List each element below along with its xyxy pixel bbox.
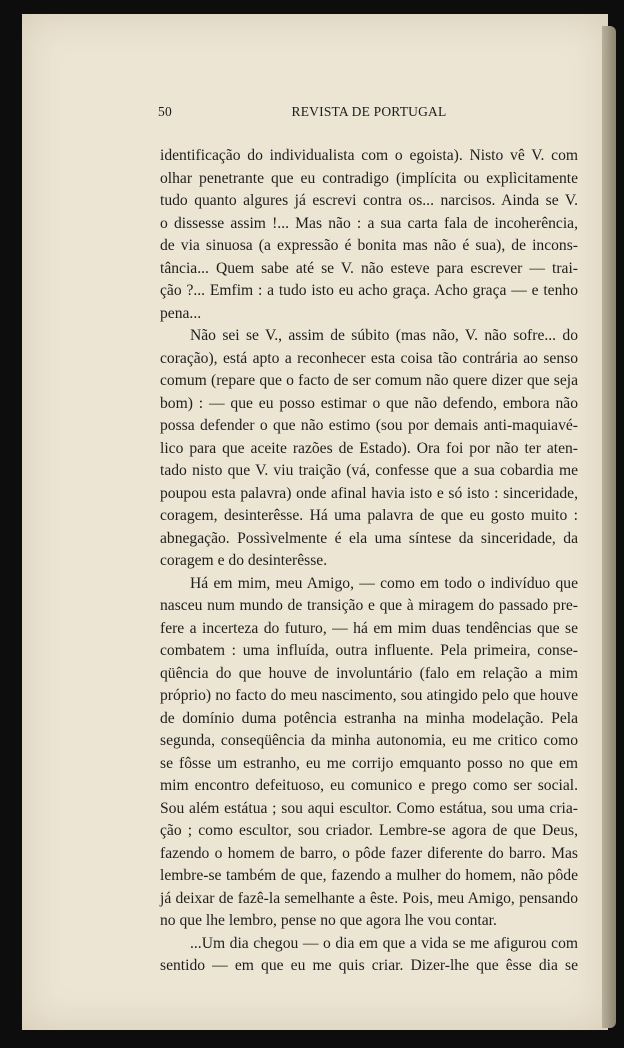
text-line: de via sinuosa (a expressão é bonita mas não é sua), de incons- <box>160 237 578 254</box>
text-line: poupou esta palavra) onde afinal havia isto e só isto : sinceridade, <box>160 484 578 502</box>
text-line: no que lhe lembro, pense no que agora lhe vou contar. <box>160 912 497 929</box>
text-line: bom) : — que eu posso estimar o que não defendo, embora não <box>160 394 578 412</box>
text-line: tado nisto que V. viu traição (vá, confesse que a sua cobardia me <box>160 462 578 479</box>
text-line: abnegação. Possìvelmente é ela uma síntese da sinceridade, da <box>160 529 578 547</box>
running-header <box>158 104 580 126</box>
text-line: de domínio duma potência estranha na minha modelação. Pela <box>160 709 578 727</box>
text-line: ...Um dia chegou — o dia em que a vida se me afigurou com <box>190 934 578 952</box>
text-line: segunda, conseqüência da minha autonomia, eu me critico como <box>160 732 578 749</box>
text-line: lico para que aceite razões de Estado). Ora foi por não ter aten- <box>160 439 578 457</box>
body-text <box>160 145 578 978</box>
text-line: possa defender o que não estimo (sou por demais anti-maquiavé- <box>160 417 578 434</box>
text-line: Há em mim, meu Amigo, — como em todo o indivíduo que <box>190 574 578 592</box>
text-line: comum (repare que o facto de ser comum não quere dizer que seja <box>160 372 578 389</box>
text-line: coragem, desinterêsse. Há uma palavra de que eu gosto muito : <box>160 507 578 524</box>
paragraph <box>160 573 578 933</box>
text-line: fazendo o homem de barro, o pôde fazer diferente do barro. Mas <box>160 844 578 862</box>
text-line: o dissesse assim !... Mas não : a sua carta fala de incoherência, <box>160 214 578 232</box>
text-line: tudo quanto algures já escrevi contra os... narcisos. Ainda se V. <box>160 192 578 209</box>
text-line: mim encontro defeituoso, eu comunico e prego como ser social. <box>160 777 578 794</box>
page-number: 50 <box>158 104 172 119</box>
page-edge <box>602 26 616 1028</box>
running-title: REVISTA DE PORTUGAL <box>291 104 447 119</box>
text-line: nasceu num mundo de transição e que à miragem do passado pre- <box>160 597 578 614</box>
paragraph <box>160 145 578 325</box>
text-line: qüência do que houve de involuntário (falo em relação a mim <box>160 664 578 682</box>
text-line: lembre-se também de que, fazendo a mulher do homem, não pôde <box>160 867 578 884</box>
text-line: Sou além estátua ; sou aqui escultor. Como estátua, sou uma cria- <box>160 799 578 817</box>
text-line: coragem e do desinterêsse. <box>160 552 328 569</box>
text-line: já deixar de fazê-la semelhante a êste. Pois, meu Amigo, pensando <box>160 889 578 907</box>
text-line: coração), está apto a reconhecer esta coisa tão contrária ao senso <box>160 349 578 367</box>
paragraph <box>160 933 578 978</box>
text-line: olhar penetrante que eu contradigo (implícita ou explìcitamente <box>160 169 578 187</box>
text-line: identificação do individualista com o egoista). Nisto vê V. com <box>160 147 578 164</box>
text-line: sentido — em que eu me quis criar. Dizer-lhe que êsse dia se <box>160 957 578 974</box>
paragraph <box>160 325 578 573</box>
text-line: fere a incerteza do futuro, — há em mim duas tendências que se <box>160 619 578 637</box>
text-line: se fôsse um estranho, eu me corrijo emquanto posso no que em <box>160 754 578 772</box>
text-line: próprio) no facto do meu nascimento, sou atingido pelo que houve <box>160 687 578 704</box>
text-line: ção ?... Emfim : a tudo isto eu acho graça. Acho graça — e tenho <box>160 282 578 299</box>
text-line: combatem : uma influída, outra influente. Pela primeira, conse- <box>160 642 578 659</box>
text-line: pena... <box>160 304 202 322</box>
text-line: tância... Quem sabe até se V. não esteve para escrever — trai- <box>160 259 578 277</box>
text-line: ção ; como escultor, sou criador. Lembre-se agora de que Deus, <box>160 822 578 839</box>
text-line: Não sei se V., assim de súbito (mas não, V. não sofre... do <box>190 327 578 344</box>
